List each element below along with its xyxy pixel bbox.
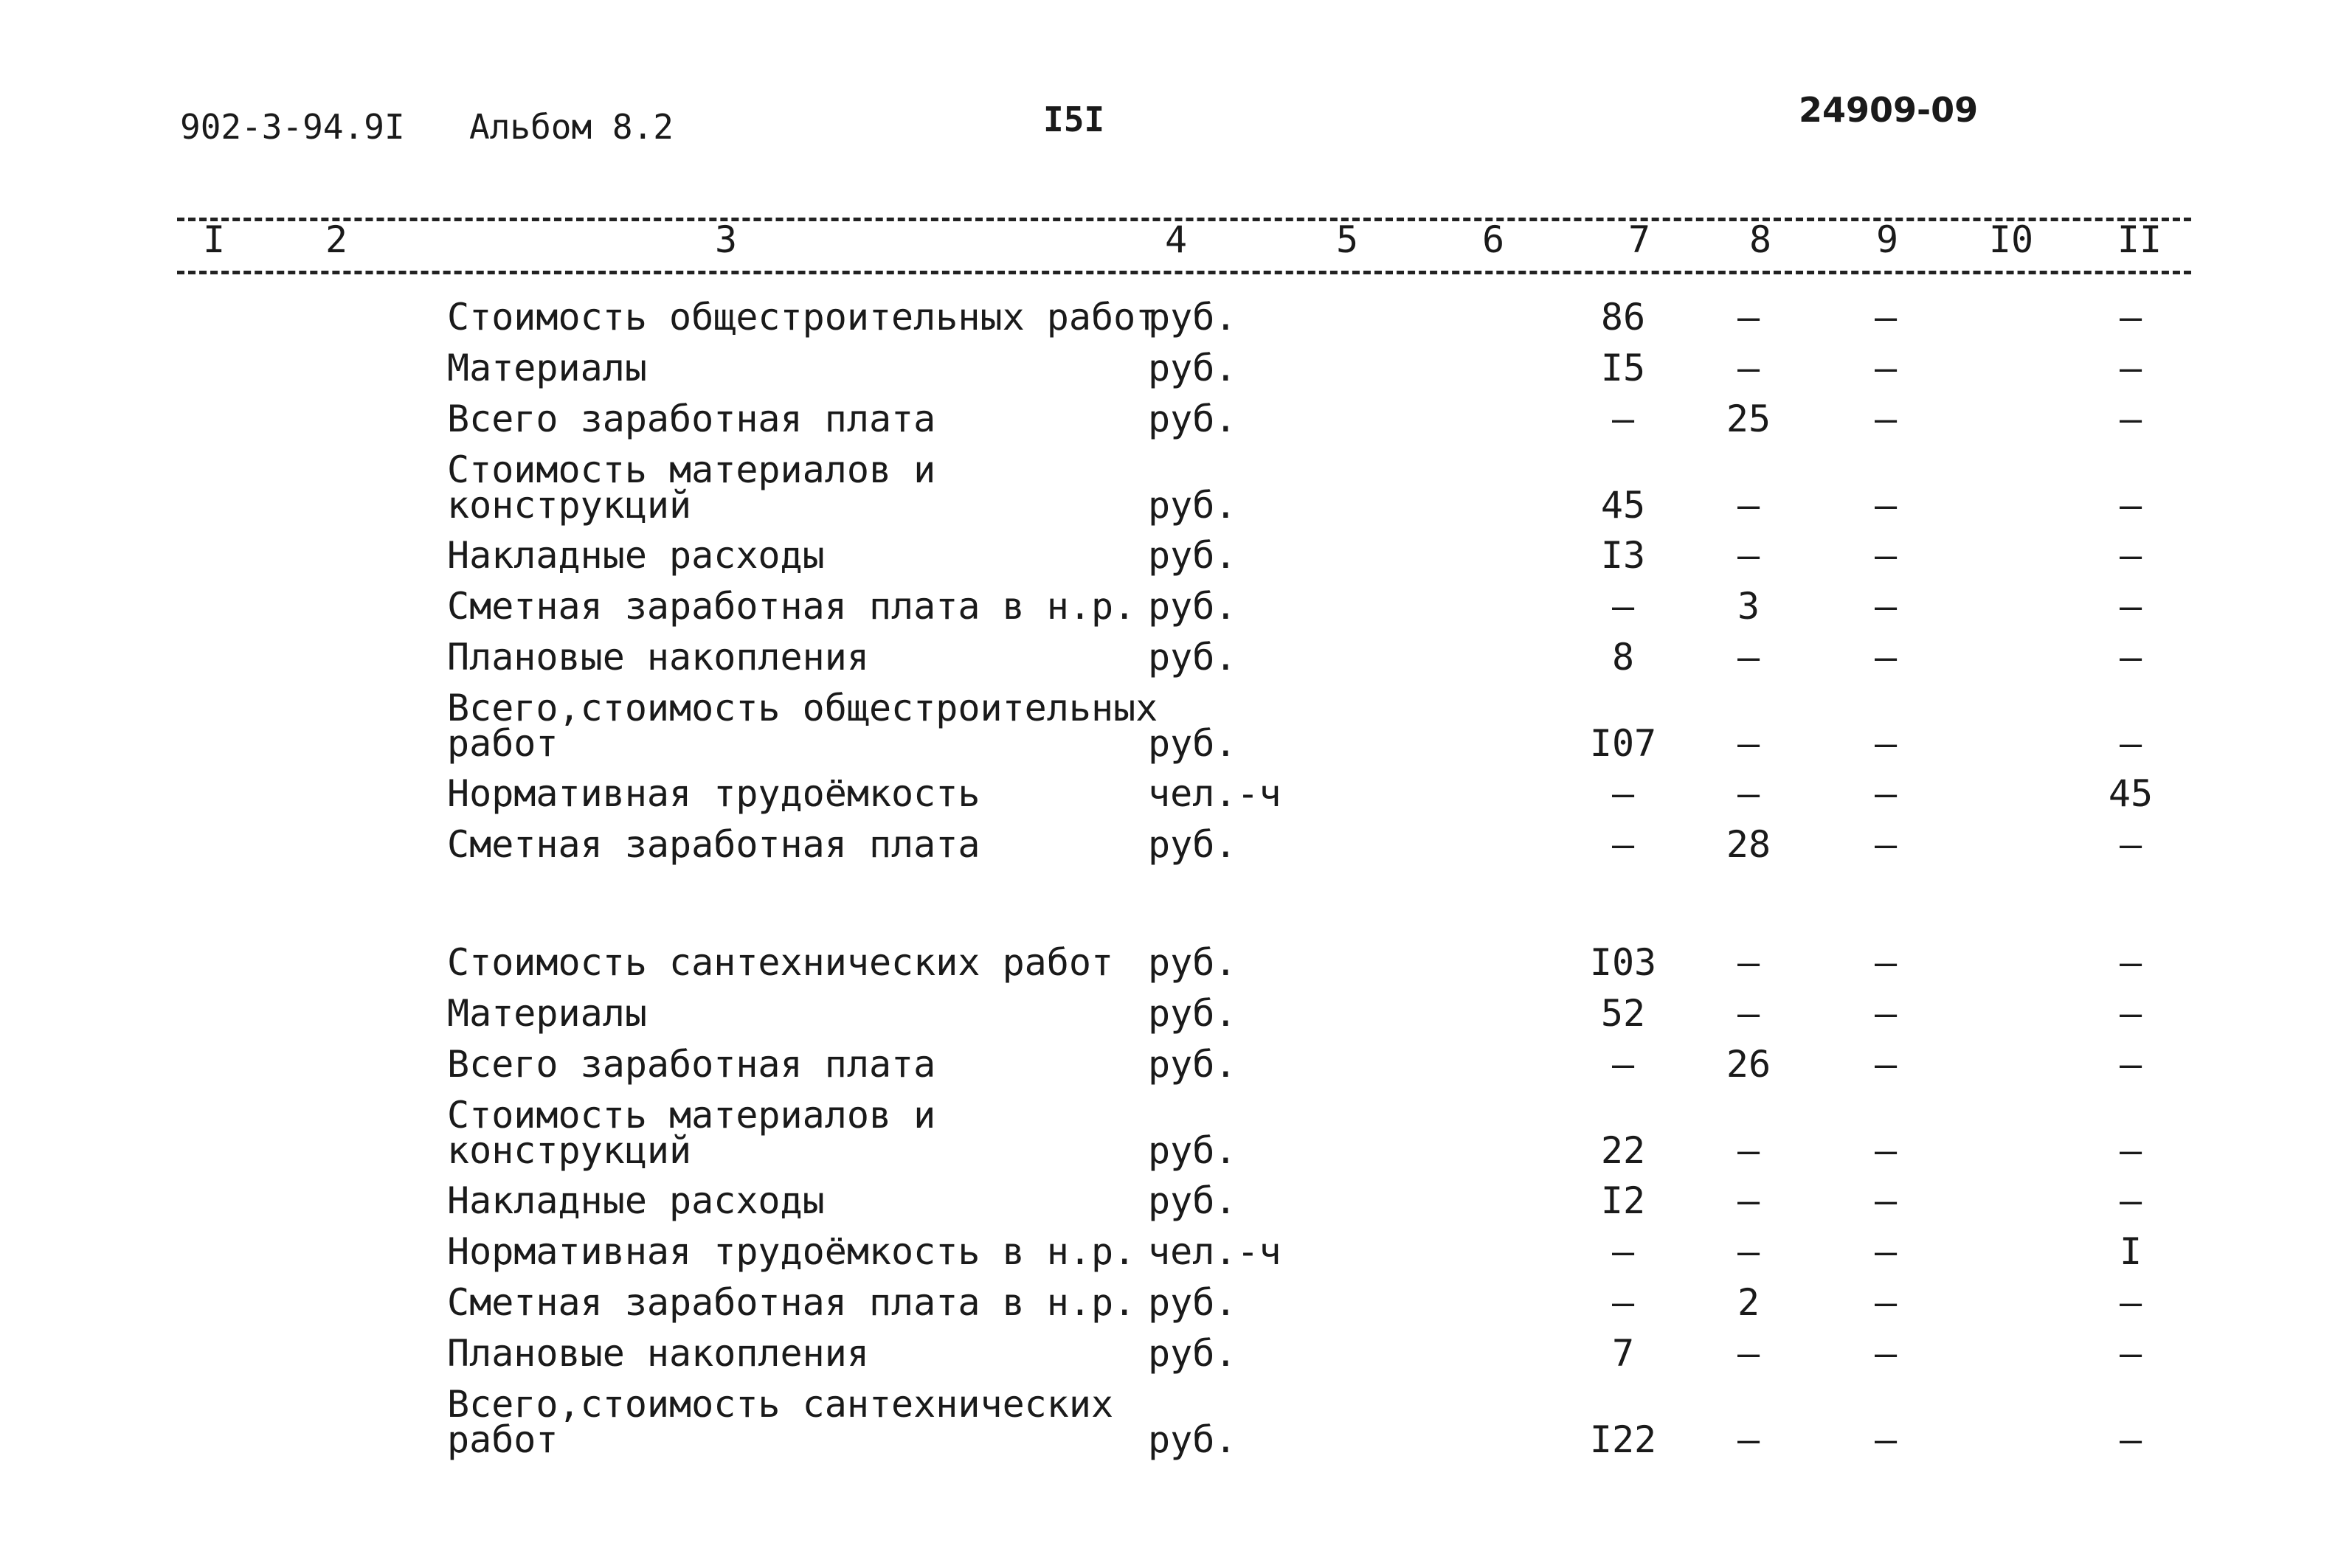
value-col-9: – xyxy=(1874,484,1898,527)
row-label: Всего заработная плата xyxy=(447,398,936,440)
row-unit: руб. xyxy=(1148,636,1237,679)
value-col-9: – xyxy=(1874,722,1898,765)
value-col-7: 45 xyxy=(1600,484,1646,527)
row-label: Материалы xyxy=(447,992,647,1035)
value-col-11: – xyxy=(2119,398,2142,440)
value-col-8: – xyxy=(1737,1179,1760,1222)
column-number: 8 xyxy=(1749,218,1772,261)
value-col-7: I07 xyxy=(1589,722,1657,765)
row-label: Накладные расходы xyxy=(447,1179,825,1222)
row-label: Сметная заработная плата в н.р. xyxy=(447,585,1136,628)
value-col-7: – xyxy=(1611,1043,1635,1086)
row-unit: руб. xyxy=(1148,1281,1237,1324)
value-col-7: I2 xyxy=(1600,1179,1646,1222)
value-col-11: – xyxy=(2119,484,2142,527)
value-col-7: I5 xyxy=(1600,347,1646,389)
value-col-11: – xyxy=(2119,636,2142,679)
row-label: Накладные расходы xyxy=(447,534,825,577)
value-col-7: – xyxy=(1611,823,1635,866)
row-label: Всего заработная плата xyxy=(447,1043,936,1086)
value-col-7: – xyxy=(1611,398,1635,440)
value-col-8: 25 xyxy=(1726,398,1771,440)
row-label: Стоимость сантехнических работ xyxy=(447,941,1114,984)
value-col-11: – xyxy=(2119,1332,2142,1375)
value-col-8: – xyxy=(1737,722,1760,765)
row-unit: чел.-ч xyxy=(1148,772,1282,815)
value-col-11: – xyxy=(2119,1043,2142,1086)
row-unit: руб. xyxy=(1148,1332,1237,1375)
value-col-7: 86 xyxy=(1600,296,1646,339)
value-col-11: – xyxy=(2119,823,2142,866)
value-col-8: – xyxy=(1737,347,1760,389)
value-col-11: – xyxy=(2119,992,2142,1035)
value-col-7: – xyxy=(1611,1281,1635,1324)
page-number: I5I xyxy=(1043,100,1105,139)
row-unit: руб. xyxy=(1148,347,1237,389)
row-unit: чел.-ч xyxy=(1148,1230,1282,1273)
row-unit: руб. xyxy=(1148,992,1237,1035)
value-col-8: – xyxy=(1737,1332,1760,1375)
row-unit: руб. xyxy=(1148,1043,1237,1086)
value-col-8: – xyxy=(1737,1230,1760,1273)
row-unit: руб. xyxy=(1148,398,1237,440)
value-col-11: – xyxy=(2119,585,2142,628)
value-col-7: 52 xyxy=(1600,992,1646,1035)
value-col-11: – xyxy=(2119,1418,2142,1461)
table-header-bottom-rule xyxy=(177,271,2191,274)
row-label: Плановые накопления xyxy=(447,1332,869,1375)
value-col-7: 22 xyxy=(1600,1129,1646,1172)
value-col-8: – xyxy=(1737,941,1760,984)
value-col-11: – xyxy=(2119,722,2142,765)
column-number: I0 xyxy=(1988,218,2034,261)
row-label: Стоимость материалов и xyxy=(447,448,936,491)
value-col-8: – xyxy=(1737,992,1760,1035)
row-label-continued: работ xyxy=(447,722,558,765)
value-col-11: – xyxy=(2119,296,2142,339)
value-col-11: – xyxy=(2119,1281,2142,1324)
value-col-9: – xyxy=(1874,1332,1898,1375)
row-label: Стоимость общестроительных работ xyxy=(447,296,1158,339)
row-unit: руб. xyxy=(1148,484,1237,527)
row-label-continued: работ xyxy=(447,1418,558,1461)
value-col-11: – xyxy=(2119,1179,2142,1222)
value-col-11: – xyxy=(2119,347,2142,389)
row-label: Нормативная трудоёмкость xyxy=(447,772,980,815)
column-number: I xyxy=(202,218,226,261)
row-label: Плановые накопления xyxy=(447,636,869,679)
value-col-8: – xyxy=(1737,772,1760,815)
value-col-9: – xyxy=(1874,1179,1898,1222)
value-col-9: – xyxy=(1874,296,1898,339)
row-unit: руб. xyxy=(1148,941,1237,984)
value-col-8: 3 xyxy=(1737,585,1760,628)
value-col-8: 28 xyxy=(1726,823,1771,866)
value-col-11: 45 xyxy=(2108,772,2154,815)
value-col-7: – xyxy=(1611,772,1635,815)
row-label: Всего,стоимость общестроительных xyxy=(447,687,1158,729)
value-col-9: – xyxy=(1874,636,1898,679)
row-unit: руб. xyxy=(1148,722,1237,765)
value-col-9: – xyxy=(1874,534,1898,577)
value-col-9: – xyxy=(1874,772,1898,815)
value-col-8: – xyxy=(1737,636,1760,679)
value-col-9: – xyxy=(1874,941,1898,984)
value-col-9: – xyxy=(1874,823,1898,866)
value-col-7: I03 xyxy=(1589,941,1657,984)
row-unit: руб. xyxy=(1148,534,1237,577)
value-col-9: – xyxy=(1874,992,1898,1035)
value-col-9: – xyxy=(1874,1418,1898,1461)
column-number: 7 xyxy=(1628,218,1651,261)
column-number: 6 xyxy=(1481,218,1505,261)
value-col-11: I xyxy=(2119,1230,2142,1273)
value-col-7: – xyxy=(1611,1230,1635,1273)
value-col-9: – xyxy=(1874,1043,1898,1086)
column-number: 9 xyxy=(1875,218,1899,261)
row-label-continued: конструкций xyxy=(447,1129,692,1172)
value-col-11: – xyxy=(2119,1129,2142,1172)
value-col-9: – xyxy=(1874,1230,1898,1273)
column-number: 3 xyxy=(714,218,738,261)
value-col-7: 7 xyxy=(1611,1332,1635,1375)
row-label: Всего,стоимость сантехнических xyxy=(447,1383,1114,1426)
row-label: Стоимость материалов и xyxy=(447,1094,936,1137)
document-code: 902-3-94.9I xyxy=(180,107,405,147)
column-number: II xyxy=(2117,218,2162,261)
value-col-9: – xyxy=(1874,1129,1898,1172)
value-col-7: I22 xyxy=(1589,1418,1657,1461)
column-number: 2 xyxy=(325,218,348,261)
column-number: 4 xyxy=(1164,218,1188,261)
row-unit: руб. xyxy=(1148,823,1237,866)
column-number: 5 xyxy=(1335,218,1359,261)
value-col-8: – xyxy=(1737,484,1760,527)
row-unit: руб. xyxy=(1148,1129,1237,1172)
row-label: Материалы xyxy=(447,347,647,389)
row-label-continued: конструкций xyxy=(447,484,692,527)
value-col-8: – xyxy=(1737,296,1760,339)
row-unit: руб. xyxy=(1148,296,1237,339)
value-col-9: – xyxy=(1874,398,1898,440)
album-label: Альбом 8.2 xyxy=(469,107,674,147)
row-label: Сметная заработная плата в н.р. xyxy=(447,1281,1136,1324)
row-unit: руб. xyxy=(1148,1418,1237,1461)
value-col-9: – xyxy=(1874,585,1898,628)
row-unit: руб. xyxy=(1148,585,1237,628)
row-label: Сметная заработная плата xyxy=(447,823,980,866)
row-label: Нормативная трудоёмкость в н.р. xyxy=(447,1230,1136,1273)
value-col-9: – xyxy=(1874,1281,1898,1324)
value-col-7: I3 xyxy=(1600,534,1646,577)
inventory-number: 24909-09 xyxy=(1799,90,1979,130)
value-col-7: 8 xyxy=(1611,636,1635,679)
value-col-7: – xyxy=(1611,585,1635,628)
value-col-8: – xyxy=(1737,1129,1760,1172)
value-col-8: 26 xyxy=(1726,1043,1771,1086)
value-col-8: 2 xyxy=(1737,1281,1760,1324)
row-unit: руб. xyxy=(1148,1179,1237,1222)
value-col-11: – xyxy=(2119,941,2142,984)
value-col-11: – xyxy=(2119,534,2142,577)
value-col-8: – xyxy=(1737,1418,1760,1461)
value-col-9: – xyxy=(1874,347,1898,389)
value-col-8: – xyxy=(1737,534,1760,577)
